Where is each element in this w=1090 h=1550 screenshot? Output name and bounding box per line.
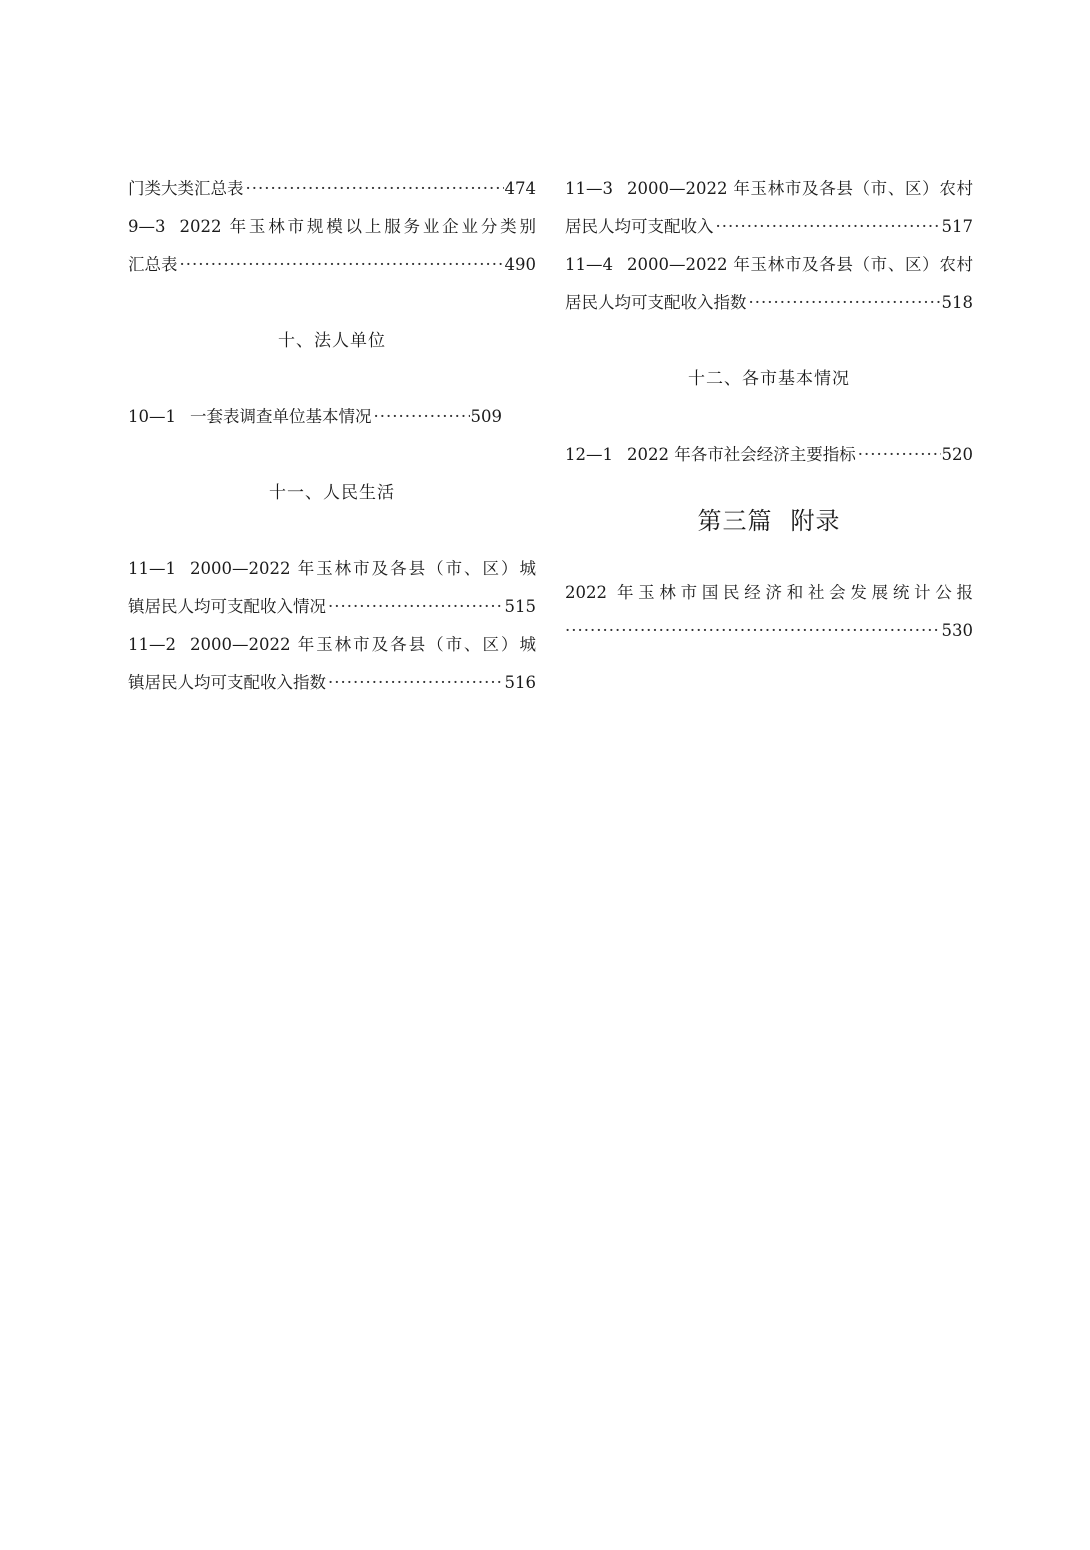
toc-entry-appendix-line2[interactable] (565, 612, 973, 650)
toc-entry-11-2-line1[interactable] (128, 626, 536, 664)
part-name: 附录 (790, 507, 841, 535)
toc-entry-9-3-line2[interactable] (128, 246, 536, 284)
leader-dots (565, 612, 941, 650)
leader-dots (328, 588, 504, 626)
leader-dots (858, 436, 941, 474)
section-title-11: 十一、人民生活 (269, 483, 395, 503)
entry-text: 2022 年各市社会经济主要指标 (627, 445, 856, 464)
entry-text: 汇总表 (128, 255, 178, 274)
toc-entry-11-3-line1[interactable] (565, 170, 973, 208)
page-number: 517 (941, 217, 973, 236)
page-number: 474 (504, 179, 536, 198)
toc-entry-11-1-line1[interactable] (128, 550, 536, 588)
toc-entry-12-1[interactable] (565, 436, 973, 474)
toc-entry-11-2-line2[interactable] (128, 664, 536, 702)
toc-entry-11-1-line2[interactable] (128, 588, 536, 626)
toc-entry-8-continued[interactable] (128, 170, 536, 208)
part-label: 第三篇 (697, 507, 773, 535)
entry-text: 2022 年玉林市国民经济和社会发展统计公报 (565, 583, 973, 602)
page-number: 520 (941, 445, 973, 464)
entry-text: 镇居民人均可支配收入情况 (128, 597, 326, 616)
leader-dots (374, 398, 470, 436)
entry-code: 11—3 (565, 179, 613, 198)
leader-dots (749, 284, 941, 322)
section-title-12: 十二、各市基本情况 (688, 369, 850, 389)
entry-text: 一套表调查单位基本情况 (190, 407, 372, 426)
entry-text: 门类大类汇总表 (128, 179, 244, 198)
page-number: 518 (941, 293, 973, 312)
section-title-10: 十、法人单位 (278, 331, 386, 351)
entry-text: 镇居民人均可支配收入指数 (128, 673, 326, 692)
entry-code: 11—4 (565, 255, 613, 274)
toc-entry-10-1[interactable] (128, 398, 536, 436)
page-number: 516 (504, 673, 536, 692)
entry-text: 2000—2022 年玉林市及各县（市、区）城 (190, 635, 536, 654)
toc-left-column (128, 170, 536, 702)
entry-code: 9—3 (128, 217, 166, 236)
toc-entry-9-3-line1[interactable] (128, 208, 536, 246)
page-number: 509 (470, 407, 502, 426)
toc-entry-11-4-line2[interactable] (565, 284, 973, 322)
entry-text: 居民人均可支配收入指数 (565, 293, 747, 312)
entry-text: 2000—2022 年玉林市及各县（市、区）农村 (627, 255, 973, 274)
entry-code: 12—1 (565, 445, 613, 464)
entry-text: 2000—2022 年玉林市及各县（市、区）农村 (627, 179, 973, 198)
page-number: 530 (941, 621, 973, 640)
entry-code: 11—2 (128, 635, 176, 654)
entry-code: 11—1 (128, 559, 176, 578)
page-number: 515 (504, 597, 536, 616)
leader-dots (246, 170, 504, 208)
toc-entry-11-4-line1[interactable] (565, 246, 973, 284)
toc-right-column (565, 170, 973, 650)
leader-dots (716, 208, 941, 246)
part-title-appendix (565, 502, 973, 540)
entry-text: 居民人均可支配收入 (565, 217, 714, 236)
toc-entry-11-3-line2[interactable] (565, 208, 973, 246)
leader-dots (328, 664, 504, 702)
toc-entry-appendix-line1[interactable] (565, 574, 973, 612)
page-number: 490 (504, 255, 536, 274)
entry-code: 10—1 (128, 407, 176, 426)
entry-text: 2022 年玉林市规模以上服务业企业分类别 (179, 217, 536, 236)
entry-text: 2000—2022 年玉林市及各县（市、区）城 (190, 559, 536, 578)
leader-dots (180, 246, 504, 284)
